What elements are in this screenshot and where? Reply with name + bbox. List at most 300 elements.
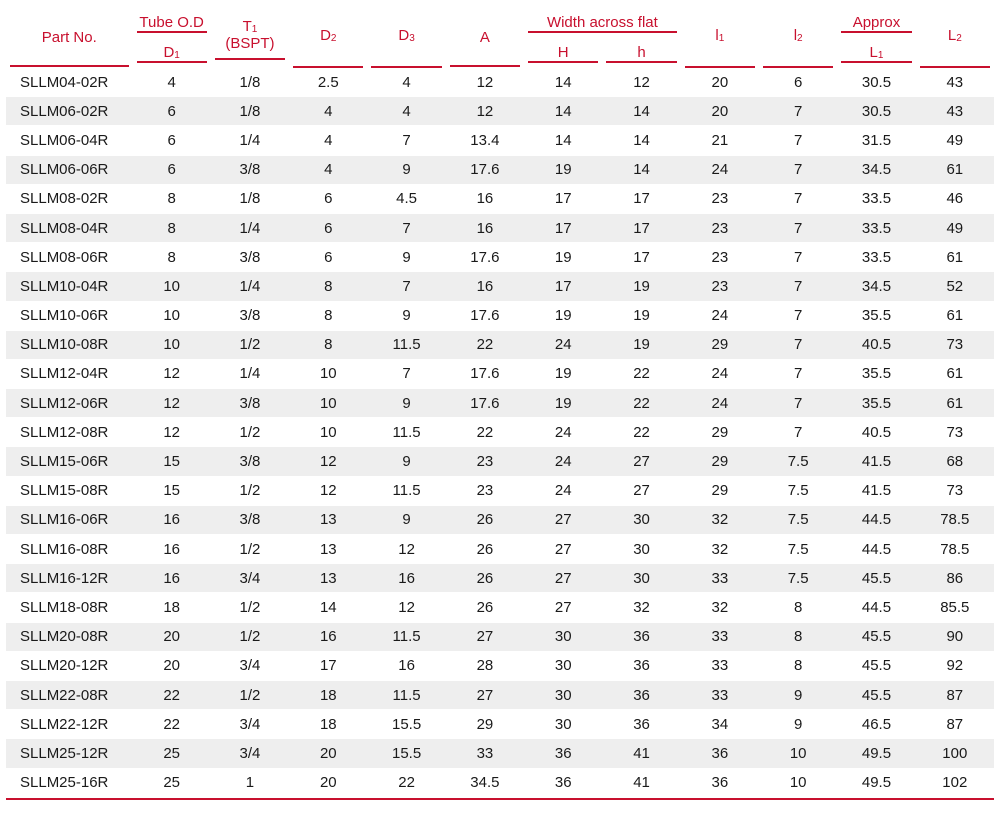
- header-h: h: [602, 39, 680, 69]
- cell-l2: 7: [759, 360, 837, 389]
- cell-approx-L1: 34.5: [837, 272, 915, 301]
- cell-l1: 33: [681, 623, 759, 652]
- cell-d2: 13: [289, 506, 367, 535]
- cell-a: 28: [446, 652, 524, 681]
- table-row: [6, 739, 994, 768]
- cell-a: 23: [446, 477, 524, 506]
- cell-part-no: SLLM08-06R: [6, 243, 133, 272]
- cell-a: 17.6: [446, 243, 524, 272]
- cell-part-no: SLLM12-08R: [6, 418, 133, 447]
- cell-d2: 8: [289, 331, 367, 360]
- cell-a: 13.4: [446, 126, 524, 155]
- cell-approx-L1: 33.5: [837, 214, 915, 243]
- cell-d1: 16: [133, 506, 211, 535]
- cell-l1: 23: [681, 272, 759, 301]
- cell-l2: 6: [759, 68, 837, 97]
- table-bottom-rule: [6, 798, 994, 800]
- cell-d3: 9: [367, 302, 445, 331]
- table-row: [6, 769, 994, 798]
- cell-d1: 6: [133, 97, 211, 126]
- cell-L2: 46: [916, 185, 994, 214]
- cell-d1: 8: [133, 214, 211, 243]
- cell-approx-L1: 40.5: [837, 418, 915, 447]
- cell-d1: 10: [133, 272, 211, 301]
- cell-d3: 4: [367, 68, 445, 97]
- cell-width-h: 27: [602, 447, 680, 476]
- cell-L2: 43: [916, 68, 994, 97]
- cell-L2: 61: [916, 156, 994, 185]
- cell-width-H: 36: [524, 769, 602, 798]
- cell-d2: 4: [289, 97, 367, 126]
- cell-l1: 24: [681, 360, 759, 389]
- header-tube-od: Tube O.D: [133, 9, 211, 39]
- cell-width-H: 19: [524, 156, 602, 185]
- cell-d3: 12: [367, 593, 445, 622]
- cell-d1: 22: [133, 710, 211, 739]
- cell-a: 16: [446, 185, 524, 214]
- header-approx: Approx: [837, 9, 915, 39]
- cell-d3: 15.5: [367, 710, 445, 739]
- cell-t1: 3/8: [211, 389, 289, 418]
- cell-l1: 29: [681, 477, 759, 506]
- cell-width-H: 24: [524, 418, 602, 447]
- cell-d2: 20: [289, 769, 367, 798]
- cell-width-h: 41: [602, 769, 680, 798]
- cell-l1: 29: [681, 418, 759, 447]
- cell-part-no: SLLM10-04R: [6, 272, 133, 301]
- cell-approx-L1: 35.5: [837, 302, 915, 331]
- cell-a: 26: [446, 593, 524, 622]
- table-row: [6, 681, 994, 710]
- cell-l1: 29: [681, 331, 759, 360]
- cell-width-h: 12: [602, 68, 680, 97]
- cell-part-no: SLLM25-16R: [6, 769, 133, 798]
- table-row: [6, 389, 994, 418]
- table-row: [6, 593, 994, 622]
- cell-L2: 68: [916, 447, 994, 476]
- cell-width-H: 30: [524, 681, 602, 710]
- cell-approx-L1: 41.5: [837, 447, 915, 476]
- cell-part-no: SLLM04-02R: [6, 68, 133, 97]
- table-row: [6, 447, 994, 476]
- cell-l2: 10: [759, 769, 837, 798]
- cell-L2: 61: [916, 360, 994, 389]
- header-L1: L1: [837, 39, 915, 69]
- cell-width-H: 24: [524, 331, 602, 360]
- cell-approx-L1: 35.5: [837, 360, 915, 389]
- cell-l2: 7: [759, 243, 837, 272]
- cell-l2: 7: [759, 418, 837, 447]
- cell-approx-L1: 40.5: [837, 331, 915, 360]
- cell-t1: 1/4: [211, 126, 289, 155]
- cell-width-H: 19: [524, 302, 602, 331]
- cell-d2: 10: [289, 389, 367, 418]
- table-row: [6, 243, 994, 272]
- table-row: [6, 156, 994, 185]
- cell-d3: 11.5: [367, 477, 445, 506]
- cell-d3: 9: [367, 156, 445, 185]
- cell-a: 12: [446, 68, 524, 97]
- cell-l2: 8: [759, 593, 837, 622]
- cell-width-H: 19: [524, 243, 602, 272]
- cell-approx-L1: 30.5: [837, 68, 915, 97]
- cell-d1: 12: [133, 360, 211, 389]
- cell-part-no: SLLM22-12R: [6, 710, 133, 739]
- table-header: [6, 9, 994, 68]
- table-row: [6, 477, 994, 506]
- cell-d3: 12: [367, 535, 445, 564]
- cell-a: 34.5: [446, 769, 524, 798]
- cell-width-H: 36: [524, 739, 602, 768]
- cell-d2: 17: [289, 652, 367, 681]
- cell-width-h: 27: [602, 477, 680, 506]
- cell-part-no: SLLM08-02R: [6, 185, 133, 214]
- cell-part-no: SLLM22-08R: [6, 681, 133, 710]
- cell-d1: 8: [133, 185, 211, 214]
- cell-width-h: 22: [602, 418, 680, 447]
- cell-l1: 23: [681, 214, 759, 243]
- spec-table-container: [6, 9, 994, 800]
- cell-width-H: 27: [524, 535, 602, 564]
- cell-d1: 10: [133, 302, 211, 331]
- cell-l1: 36: [681, 739, 759, 768]
- cell-L2: 87: [916, 681, 994, 710]
- cell-l2: 8: [759, 623, 837, 652]
- cell-L2: 61: [916, 243, 994, 272]
- cell-d1: 10: [133, 331, 211, 360]
- cell-width-h: 41: [602, 739, 680, 768]
- cell-t1: 1/4: [211, 272, 289, 301]
- cell-part-no: SLLM20-12R: [6, 652, 133, 681]
- cell-L2: 49: [916, 126, 994, 155]
- cell-width-h: 19: [602, 272, 680, 301]
- cell-a: 26: [446, 506, 524, 535]
- cell-d2: 4: [289, 126, 367, 155]
- cell-d3: 11.5: [367, 681, 445, 710]
- cell-l2: 7: [759, 156, 837, 185]
- cell-l2: 9: [759, 710, 837, 739]
- cell-part-no: SLLM12-06R: [6, 389, 133, 418]
- cell-width-h: 30: [602, 564, 680, 593]
- cell-approx-L1: 44.5: [837, 593, 915, 622]
- cell-width-H: 27: [524, 506, 602, 535]
- cell-l2: 7.5: [759, 447, 837, 476]
- table-row: [6, 68, 994, 97]
- cell-L2: 90: [916, 623, 994, 652]
- cell-d1: 22: [133, 681, 211, 710]
- cell-d3: 7: [367, 360, 445, 389]
- cell-d3: 22: [367, 769, 445, 798]
- header-l1-small: l1: [681, 9, 759, 68]
- cell-d2: 10: [289, 360, 367, 389]
- cell-t1: 3/8: [211, 243, 289, 272]
- table-row: [6, 564, 994, 593]
- cell-d3: 16: [367, 564, 445, 593]
- cell-d3: 9: [367, 447, 445, 476]
- table-row: [6, 214, 994, 243]
- cell-l1: 24: [681, 389, 759, 418]
- cell-d3: 15.5: [367, 739, 445, 768]
- cell-width-h: 30: [602, 506, 680, 535]
- table-row: [6, 302, 994, 331]
- header-L2: L2: [916, 9, 994, 68]
- table-row: [6, 331, 994, 360]
- cell-t1: 3/8: [211, 302, 289, 331]
- cell-approx-L1: 33.5: [837, 243, 915, 272]
- cell-approx-L1: 45.5: [837, 623, 915, 652]
- cell-approx-L1: 44.5: [837, 506, 915, 535]
- cell-d3: 9: [367, 243, 445, 272]
- cell-t1: 3/4: [211, 710, 289, 739]
- cell-d2: 14: [289, 593, 367, 622]
- cell-l1: 36: [681, 769, 759, 798]
- cell-t1: 3/8: [211, 506, 289, 535]
- cell-l1: 32: [681, 535, 759, 564]
- cell-d1: 25: [133, 739, 211, 768]
- cell-d2: 6: [289, 185, 367, 214]
- cell-width-h: 14: [602, 156, 680, 185]
- header-t1: T1 (BSPT): [211, 9, 289, 68]
- cell-L2: 73: [916, 418, 994, 447]
- cell-d1: 8: [133, 243, 211, 272]
- cell-width-h: 17: [602, 243, 680, 272]
- cell-L2: 61: [916, 389, 994, 418]
- cell-L2: 52: [916, 272, 994, 301]
- cell-width-H: 19: [524, 360, 602, 389]
- cell-width-h: 36: [602, 652, 680, 681]
- cell-d1: 12: [133, 389, 211, 418]
- cell-part-no: SLLM18-08R: [6, 593, 133, 622]
- cell-d1: 15: [133, 477, 211, 506]
- cell-width-h: 17: [602, 185, 680, 214]
- cell-l2: 7.5: [759, 477, 837, 506]
- cell-a: 16: [446, 272, 524, 301]
- cell-l2: 7: [759, 272, 837, 301]
- cell-approx-L1: 45.5: [837, 564, 915, 593]
- cell-approx-L1: 35.5: [837, 389, 915, 418]
- cell-l1: 34: [681, 710, 759, 739]
- cell-a: 29: [446, 710, 524, 739]
- cell-width-H: 27: [524, 593, 602, 622]
- cell-approx-L1: 34.5: [837, 156, 915, 185]
- cell-d2: 6: [289, 243, 367, 272]
- cell-width-h: 19: [602, 302, 680, 331]
- cell-l2: 7: [759, 302, 837, 331]
- cell-L2: 86: [916, 564, 994, 593]
- cell-t1: 1/8: [211, 97, 289, 126]
- cell-l2: 7: [759, 185, 837, 214]
- table-row: [6, 623, 994, 652]
- cell-l2: 7: [759, 126, 837, 155]
- cell-t1: 3/8: [211, 447, 289, 476]
- table-row: [6, 506, 994, 535]
- cell-part-no: SLLM15-06R: [6, 447, 133, 476]
- cell-l1: 23: [681, 185, 759, 214]
- cell-d1: 25: [133, 769, 211, 798]
- cell-L2: 73: [916, 331, 994, 360]
- cell-part-no: SLLM16-06R: [6, 506, 133, 535]
- cell-t1: 3/4: [211, 739, 289, 768]
- cell-part-no: SLLM15-08R: [6, 477, 133, 506]
- cell-a: 27: [446, 681, 524, 710]
- cell-L2: 102: [916, 769, 994, 798]
- cell-width-H: 30: [524, 710, 602, 739]
- cell-d2: 4: [289, 156, 367, 185]
- cell-width-H: 17: [524, 185, 602, 214]
- cell-l2: 7.5: [759, 564, 837, 593]
- cell-l1: 33: [681, 652, 759, 681]
- cell-L2: 100: [916, 739, 994, 768]
- cell-a: 26: [446, 535, 524, 564]
- cell-approx-L1: 45.5: [837, 652, 915, 681]
- cell-l2: 7: [759, 97, 837, 126]
- spec-table: [6, 9, 994, 798]
- cell-t1: 1/2: [211, 623, 289, 652]
- cell-l1: 33: [681, 564, 759, 593]
- cell-l1: 20: [681, 97, 759, 126]
- cell-t1: 3/8: [211, 156, 289, 185]
- cell-t1: 1: [211, 769, 289, 798]
- cell-a: 23: [446, 447, 524, 476]
- cell-l2: 7.5: [759, 506, 837, 535]
- cell-d2: 18: [289, 710, 367, 739]
- cell-part-no: SLLM16-12R: [6, 564, 133, 593]
- cell-d3: 11.5: [367, 418, 445, 447]
- table-row: [6, 97, 994, 126]
- cell-a: 22: [446, 418, 524, 447]
- cell-t1: 1/2: [211, 593, 289, 622]
- cell-d1: 16: [133, 535, 211, 564]
- cell-part-no: SLLM12-04R: [6, 360, 133, 389]
- cell-a: 17.6: [446, 360, 524, 389]
- cell-l2: 7: [759, 331, 837, 360]
- cell-l2: 7.5: [759, 535, 837, 564]
- cell-l1: 33: [681, 681, 759, 710]
- cell-L2: 87: [916, 710, 994, 739]
- cell-approx-L1: 31.5: [837, 126, 915, 155]
- cell-d3: 7: [367, 214, 445, 243]
- table-row: [6, 652, 994, 681]
- cell-a: 22: [446, 331, 524, 360]
- cell-width-h: 32: [602, 593, 680, 622]
- header-width-across-flat: Width across flat: [524, 9, 681, 39]
- cell-width-h: 14: [602, 126, 680, 155]
- cell-width-h: 30: [602, 535, 680, 564]
- cell-d3: 7: [367, 272, 445, 301]
- cell-t1: 1/2: [211, 681, 289, 710]
- cell-part-no: SLLM10-08R: [6, 331, 133, 360]
- cell-d1: 6: [133, 126, 211, 155]
- cell-width-h: 36: [602, 681, 680, 710]
- cell-d1: 6: [133, 156, 211, 185]
- cell-d2: 12: [289, 477, 367, 506]
- cell-width-H: 24: [524, 447, 602, 476]
- cell-a: 17.6: [446, 389, 524, 418]
- cell-approx-L1: 49.5: [837, 739, 915, 768]
- cell-d3: 4: [367, 97, 445, 126]
- cell-approx-L1: 46.5: [837, 710, 915, 739]
- cell-l1: 21: [681, 126, 759, 155]
- cell-l2: 7: [759, 214, 837, 243]
- cell-part-no: SLLM06-06R: [6, 156, 133, 185]
- cell-width-H: 14: [524, 68, 602, 97]
- cell-a: 33: [446, 739, 524, 768]
- cell-d3: 11.5: [367, 331, 445, 360]
- cell-approx-L1: 44.5: [837, 535, 915, 564]
- cell-approx-L1: 41.5: [837, 477, 915, 506]
- cell-t1: 1/4: [211, 360, 289, 389]
- cell-L2: 92: [916, 652, 994, 681]
- cell-t1: 1/8: [211, 185, 289, 214]
- cell-L2: 43: [916, 97, 994, 126]
- cell-l2: 8: [759, 652, 837, 681]
- cell-width-h: 14: [602, 97, 680, 126]
- cell-l2: 10: [759, 739, 837, 768]
- cell-d2: 13: [289, 535, 367, 564]
- cell-approx-L1: 45.5: [837, 681, 915, 710]
- cell-width-h: 22: [602, 360, 680, 389]
- cell-width-H: 17: [524, 214, 602, 243]
- cell-d2: 8: [289, 302, 367, 331]
- cell-d2: 12: [289, 447, 367, 476]
- cell-width-H: 14: [524, 126, 602, 155]
- cell-d1: 15: [133, 447, 211, 476]
- cell-width-h: 17: [602, 214, 680, 243]
- cell-L2: 49: [916, 214, 994, 243]
- table-row: [6, 272, 994, 301]
- cell-width-H: 19: [524, 389, 602, 418]
- cell-l1: 23: [681, 243, 759, 272]
- cell-d3: 4.5: [367, 185, 445, 214]
- cell-l1: 20: [681, 68, 759, 97]
- cell-d1: 4: [133, 68, 211, 97]
- cell-t1: 3/4: [211, 564, 289, 593]
- cell-d3: 9: [367, 389, 445, 418]
- cell-approx-L1: 33.5: [837, 185, 915, 214]
- cell-part-no: SLLM25-12R: [6, 739, 133, 768]
- cell-d1: 12: [133, 418, 211, 447]
- cell-d1: 20: [133, 652, 211, 681]
- cell-a: 17.6: [446, 302, 524, 331]
- cell-approx-L1: 30.5: [837, 97, 915, 126]
- cell-d3: 11.5: [367, 623, 445, 652]
- cell-l2: 9: [759, 681, 837, 710]
- cell-d3: 16: [367, 652, 445, 681]
- cell-l1: 24: [681, 302, 759, 331]
- table-body: [6, 68, 994, 798]
- table-row: [6, 126, 994, 155]
- cell-l1: 29: [681, 447, 759, 476]
- cell-d2: 2.5: [289, 68, 367, 97]
- cell-width-h: 36: [602, 710, 680, 739]
- cell-width-H: 14: [524, 97, 602, 126]
- cell-d1: 20: [133, 623, 211, 652]
- cell-L2: 78.5: [916, 535, 994, 564]
- cell-width-H: 17: [524, 272, 602, 301]
- table-row: [6, 418, 994, 447]
- cell-d2: 16: [289, 623, 367, 652]
- cell-L2: 73: [916, 477, 994, 506]
- cell-L2: 78.5: [916, 506, 994, 535]
- cell-t1: 1/4: [211, 214, 289, 243]
- cell-part-no: SLLM06-04R: [6, 126, 133, 155]
- cell-d3: 7: [367, 126, 445, 155]
- header-d1: D1: [133, 39, 211, 69]
- cell-d2: 10: [289, 418, 367, 447]
- header-part-no: Part No.: [6, 9, 133, 68]
- cell-d2: 18: [289, 681, 367, 710]
- cell-part-no: SLLM16-08R: [6, 535, 133, 564]
